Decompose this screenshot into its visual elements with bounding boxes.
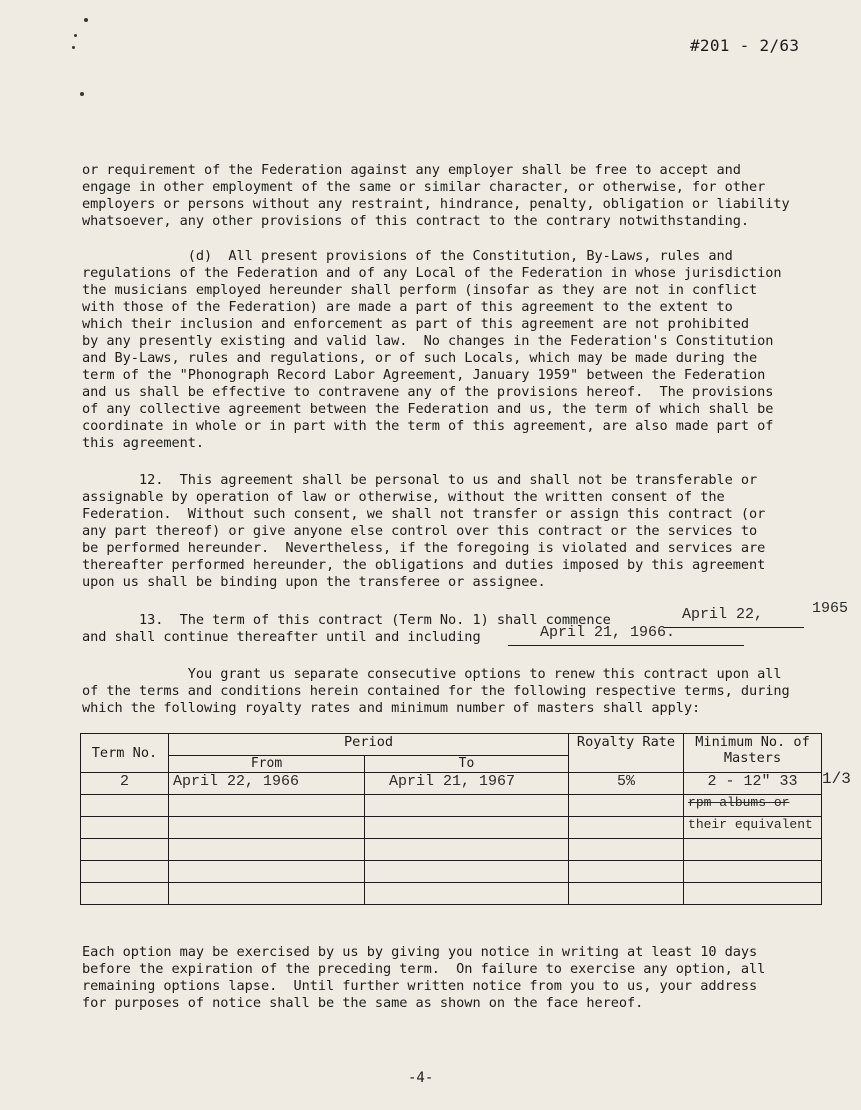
table-row bbox=[81, 795, 822, 817]
punch-mark bbox=[80, 92, 84, 96]
punch-mark bbox=[84, 18, 88, 22]
document-number: #201 - 2/63 bbox=[690, 36, 800, 55]
paragraph-d-constitution-provisions: (d) All present provisions of the Constitution, By-Laws, rules and regulations of the Federation and of any Local of the Federation in whose jurisdiction the musicians employed hereunder shall perform (insofar as they are not in conflict with those of the Federation) are made a part of this agreement to the extent to which their inclusion and enforcement as part of this agreement are not prohibited by any presently existing and valid law. No changes in the Federation's Constitution and By-Laws, rules and regulations, or of such Locals, which may be made during the term of the "Phonograph Record Labor Agreement, January 1959" between the Federation and us shall be effective to contravene any of the provisions hereof. The provisions of any collective agreement between the Federation and us, the term of which shall be coordinate in whole or in part with the term of this agreement, are also made part of this agreement. bbox=[82, 248, 782, 451]
paragraph-renewal-options: You grant us separate consecutive options to renew this contract upon all of the terms and conditions herein contained for the following respective terms, during which the following royalty rates and minimum number of masters shall apply: bbox=[82, 666, 790, 716]
header-period: Period bbox=[169, 734, 569, 756]
table-row bbox=[81, 861, 822, 883]
punch-mark bbox=[74, 34, 77, 37]
paragraph-13-term-line2: and shall continue thereafter until and including bbox=[82, 629, 481, 645]
masters-fraction: 1/3 bbox=[822, 770, 851, 788]
options-table bbox=[80, 733, 822, 905]
commence-blank-line bbox=[664, 627, 804, 628]
cell-from: April 22, 1966 bbox=[169, 773, 365, 795]
cell-term-no: 2 bbox=[81, 773, 169, 795]
paragraph-12-personal-agreement: 12. This agreement shall be personal to us and shall not be transferable or assignable by operation of law or otherwise, without the written consent of the Federation. Without such consent, we shall not transfer or assign this contract (or any part thereof) or give anyone else control over this contract or the services to be performed hereunder. Nevertheless, if the foregoing is violated and services are thereafter performed hereunder, the obligations and duties imposed by this agreement upon us shall be binding upon the transferee or assignee. bbox=[82, 472, 766, 590]
table-header-row bbox=[81, 734, 822, 756]
cell-masters-equivalent: their equivalent bbox=[684, 817, 822, 839]
table-row bbox=[81, 883, 822, 905]
paragraph-federation-requirement: or requirement of the Federation against any employer shall be free to accept and engage in other employment of the same or similar character, or otherwise, for other employers or persons without any restraint, hindrance, penalty, obligation or liability whatsoever, any other provisions of this contract to the contrary notwithstanding. bbox=[82, 162, 790, 229]
header-term-no: Term No. bbox=[81, 734, 169, 773]
cell-masters-note: rpm albums or bbox=[684, 795, 822, 817]
table-row bbox=[81, 817, 822, 839]
end-blank-line bbox=[508, 645, 744, 646]
commence-date: April 22, bbox=[682, 606, 764, 623]
paragraph-13-term-line1: 13. The term of this contract (Term No. 1) shall commence bbox=[82, 612, 611, 628]
header-minimum-masters: Minimum No. of Masters bbox=[684, 734, 822, 773]
table-row bbox=[81, 773, 822, 795]
paragraph-option-exercise: Each option may be exercised by us by giving you notice in writing at least 10 days before the expiration of the preceding term. On failure to exercise any option, all remaining options lapse. Until further written notice from you to us, your address for purposes of notice shall be the same as shown on the face hereof. bbox=[82, 944, 766, 1011]
commence-year: 1965 bbox=[812, 600, 849, 617]
table-row bbox=[81, 839, 822, 861]
header-from: From bbox=[169, 756, 365, 773]
cell-masters: 2 - 12" 33 bbox=[684, 773, 822, 795]
punch-mark bbox=[72, 46, 75, 49]
header-royalty-rate: Royalty Rate bbox=[569, 734, 684, 773]
end-date: April 21, 1966. bbox=[540, 624, 676, 641]
cell-to: April 21, 1967 bbox=[365, 773, 569, 795]
page-number: -4- bbox=[408, 1070, 434, 1086]
header-to: To bbox=[365, 756, 569, 773]
cell-royalty: 5% bbox=[569, 773, 684, 795]
